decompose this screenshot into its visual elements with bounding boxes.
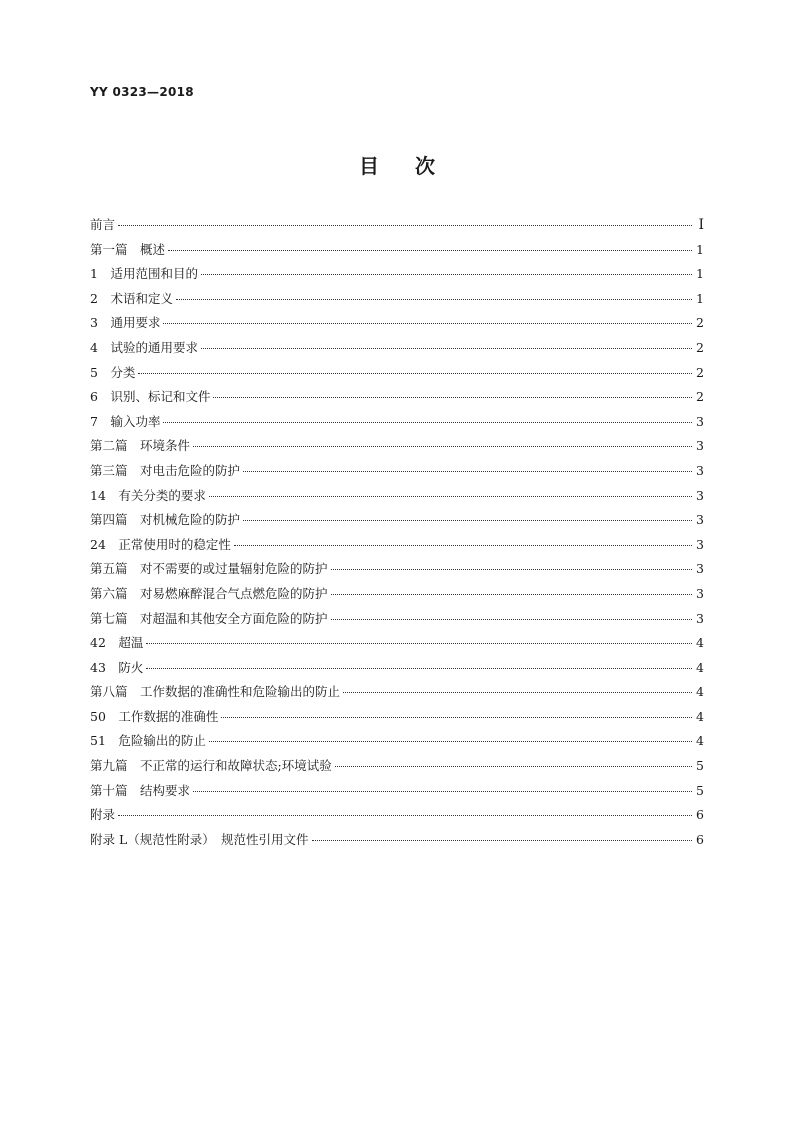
dot-leader xyxy=(243,520,692,521)
toc-entry-page: 2 xyxy=(696,389,704,405)
toc-entry-page: 4 xyxy=(696,635,704,651)
toc-entry-page: 3 xyxy=(696,462,704,478)
toc-entry-page: 6 xyxy=(696,831,704,847)
toc-entry-page: 4 xyxy=(696,733,704,749)
toc-entry[interactable] xyxy=(90,313,704,338)
toc-entry-label: 第九篇 不正常的运行和故障状态;环境试验 xyxy=(90,758,332,774)
toc-entry-page: 2 xyxy=(696,364,704,380)
toc-entry[interactable] xyxy=(90,609,704,634)
toc-entry-page: 1 xyxy=(696,241,704,257)
dot-leader xyxy=(221,717,692,718)
toc-entry-page: I xyxy=(698,217,704,233)
toc-entry-page: 5 xyxy=(696,782,704,798)
dot-leader xyxy=(331,569,692,570)
toc-entry-page: 2 xyxy=(696,339,704,355)
dot-leader xyxy=(312,840,692,841)
toc-entry[interactable] xyxy=(90,240,704,265)
dot-leader xyxy=(146,643,692,644)
toc-entry[interactable] xyxy=(90,215,704,240)
dot-leader xyxy=(335,766,692,767)
toc-entry-label: 第三篇 对电击危险的防护 xyxy=(90,462,241,478)
toc-entry-page: 2 xyxy=(696,315,704,331)
toc-entry-label: 附录 xyxy=(90,807,116,823)
dot-leader xyxy=(193,791,692,792)
toc-entry[interactable] xyxy=(90,559,704,584)
toc-entry-label: 第十篇 结构要求 xyxy=(90,782,191,798)
toc-entry-page: 5 xyxy=(696,758,704,774)
toc-entry-page: 3 xyxy=(696,585,704,601)
dot-leader xyxy=(201,274,692,275)
toc-entry-label: 14 有关分类的要求 xyxy=(90,487,206,503)
toc-entry[interactable] xyxy=(90,436,704,461)
toc-entry-label: 3 通用要求 xyxy=(90,315,161,331)
toc-entry[interactable] xyxy=(90,756,704,781)
toc-entry-label: 43 防火 xyxy=(90,659,144,675)
toc-entry-page: 4 xyxy=(696,708,704,724)
toc-entry[interactable] xyxy=(90,486,704,511)
toc-entry-label: 第五篇 对不需要的或过量辐射危险的防护 xyxy=(90,561,328,577)
toc-entry-label: 6 识别、标记和文件 xyxy=(90,389,211,405)
dot-leader xyxy=(201,348,692,349)
toc-entry[interactable] xyxy=(90,264,704,289)
toc-entry-page: 3 xyxy=(696,512,704,528)
toc-entry-label: 50 工作数据的准确性 xyxy=(90,708,219,724)
toc-entry-label: 第一篇 概述 xyxy=(90,241,166,257)
toc-entry-page: 3 xyxy=(696,561,704,577)
toc-entry-page: 1 xyxy=(696,290,704,306)
toc-entry-page: 6 xyxy=(696,807,704,823)
dot-leader xyxy=(146,668,692,669)
dot-leader xyxy=(331,594,692,595)
dot-leader xyxy=(138,373,692,374)
toc-entry-label: 前言 xyxy=(90,217,116,232)
toc-entry-label: 第六篇 对易燃麻醉混合气点燃危险的防护 xyxy=(90,585,328,601)
dot-leader xyxy=(209,741,692,742)
toc-entry-label: 4 试验的通用要求 xyxy=(90,339,198,355)
toc-entry-label: 2 术语和定义 xyxy=(90,290,173,306)
toc-entry-page: 4 xyxy=(696,684,704,700)
toc-entry[interactable] xyxy=(90,363,704,388)
dot-leader xyxy=(343,692,692,693)
toc-entry[interactable] xyxy=(90,510,704,535)
toc-entry[interactable] xyxy=(90,781,704,806)
toc-entry[interactable] xyxy=(90,805,704,830)
toc-entry-page: 1 xyxy=(696,266,704,282)
table-of-contents xyxy=(90,215,704,854)
dot-leader xyxy=(163,422,692,423)
dot-leader xyxy=(118,225,692,226)
toc-entry[interactable] xyxy=(90,707,704,732)
toc-entry-label: 24 正常使用时的稳定性 xyxy=(90,536,231,552)
toc-entry-label: 附录 L（规范性附录） 规范性引用文件 xyxy=(90,831,309,847)
toc-entry-label: 7 输入功率 xyxy=(90,413,161,429)
toc-entry-label: 第七篇 对超温和其他安全方面危险的防护 xyxy=(90,610,328,626)
toc-entry[interactable] xyxy=(90,830,704,855)
toc-entry-page: 3 xyxy=(696,438,704,454)
page-title: 目次 xyxy=(359,154,471,178)
toc-entry[interactable] xyxy=(90,338,704,363)
toc-entry[interactable] xyxy=(90,461,704,486)
dot-leader xyxy=(209,496,692,497)
toc-entry-label: 51 危险输出的防止 xyxy=(90,733,206,749)
toc-entry[interactable] xyxy=(90,633,704,658)
dot-leader xyxy=(193,446,692,447)
toc-entry[interactable] xyxy=(90,584,704,609)
dot-leader xyxy=(163,323,692,324)
dot-leader xyxy=(168,250,692,251)
dot-leader xyxy=(243,471,692,472)
dot-leader xyxy=(234,545,692,546)
toc-entry-page: 4 xyxy=(696,659,704,675)
dot-leader xyxy=(118,815,692,816)
toc-entry-label: 42 超温 xyxy=(90,635,144,651)
dot-leader xyxy=(331,619,692,620)
toc-entry[interactable] xyxy=(90,658,704,683)
toc-entry-page: 3 xyxy=(696,413,704,429)
toc-entry-label: 1 适用范围和目的 xyxy=(90,266,198,282)
toc-entry-page: 3 xyxy=(696,536,704,552)
toc-entry[interactable] xyxy=(90,289,704,314)
toc-entry-page: 3 xyxy=(696,487,704,503)
toc-entry[interactable] xyxy=(90,682,704,707)
toc-entry-label: 第二篇 环境条件 xyxy=(90,438,191,454)
toc-entry[interactable] xyxy=(90,535,704,560)
toc-entry-label: 5 分类 xyxy=(90,364,136,380)
dot-leader xyxy=(213,397,692,398)
dot-leader xyxy=(176,299,692,300)
toc-entry[interactable] xyxy=(90,412,704,437)
toc-entry-label: 第四篇 对机械危险的防护 xyxy=(90,512,241,528)
toc-entry[interactable] xyxy=(90,731,704,756)
standard-code: YY 0323—2018 xyxy=(90,85,194,99)
toc-entry-label: 第八篇 工作数据的准确性和危险输出的防止 xyxy=(90,684,341,700)
toc-entry[interactable] xyxy=(90,387,704,412)
toc-entry-page: 3 xyxy=(696,610,704,626)
